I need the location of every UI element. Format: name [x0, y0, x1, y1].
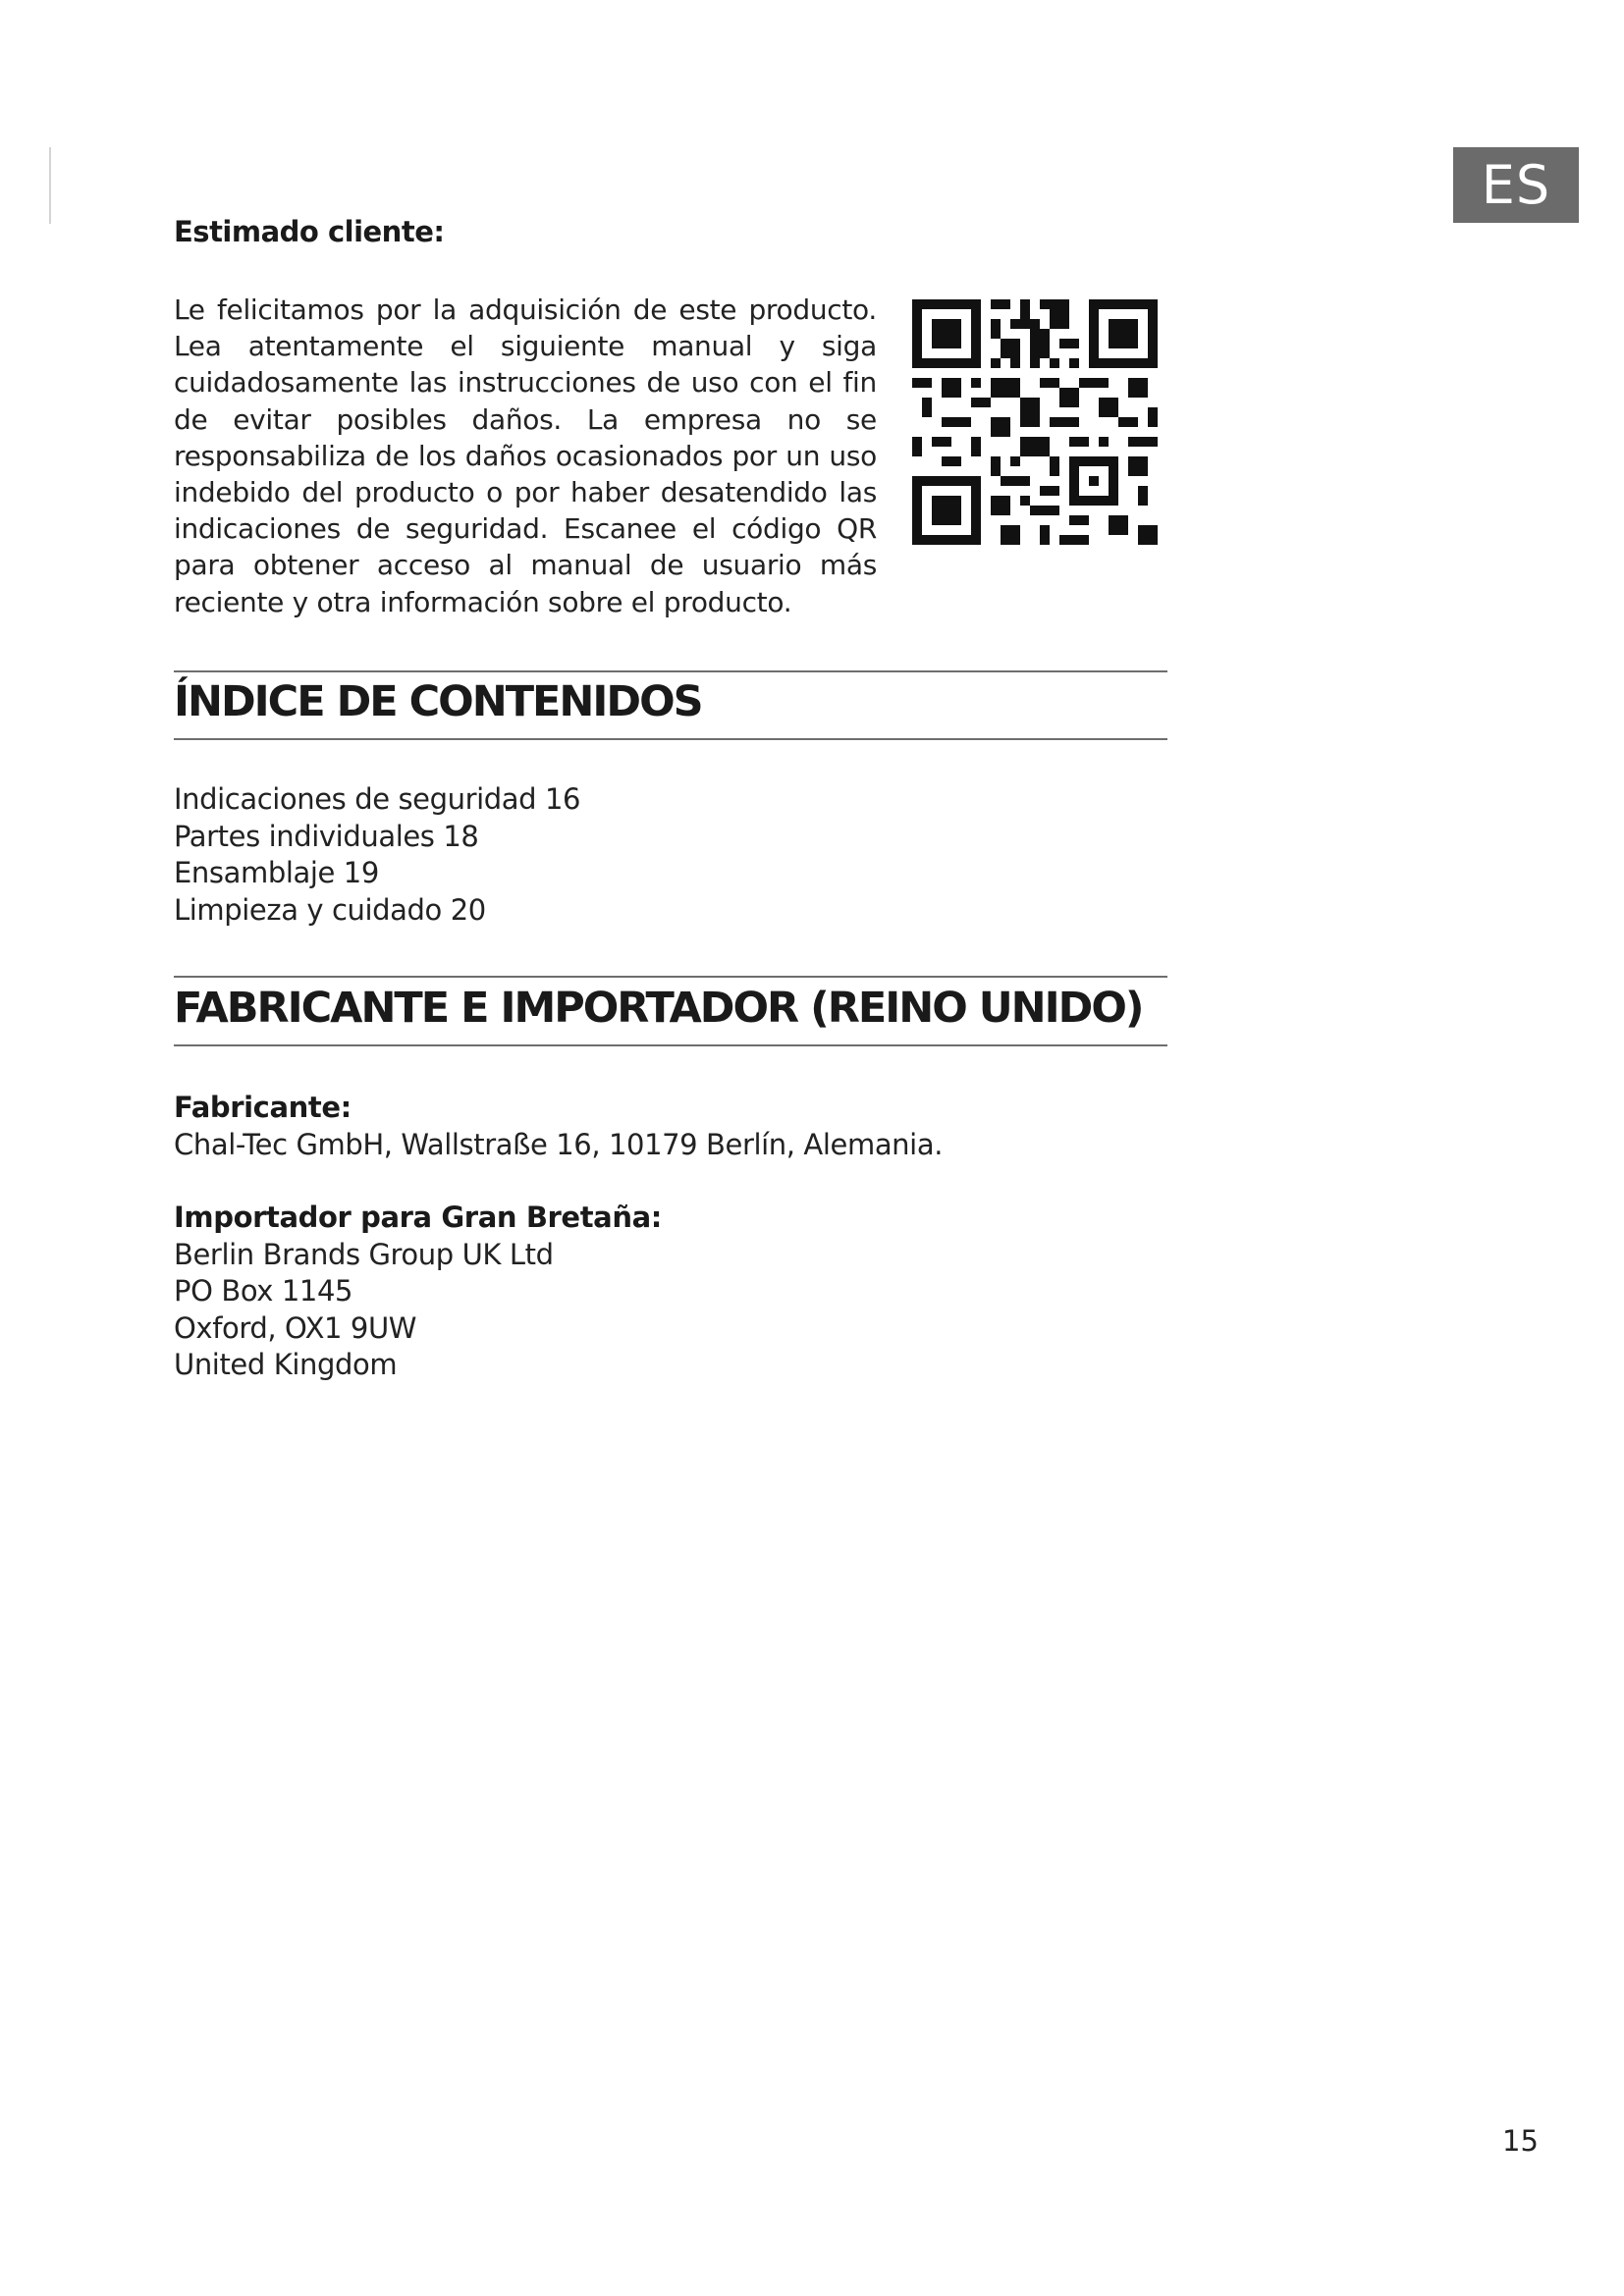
greeting-heading: Estimado cliente: — [174, 215, 445, 248]
page-number: 15 — [1502, 2124, 1539, 2158]
manufacturer-address: Chal-Tec GmbH, Wallstraße 16, 10179 Berlín, Alemania. — [174, 1127, 944, 1161]
language-tab: ES — [1453, 147, 1579, 223]
manufacturer-top-rule — [174, 976, 1167, 978]
importer-city: Oxford, OX1 9UW — [174, 1310, 417, 1345]
manufacturer-block — [174, 1090, 943, 1163]
toc-item-parts: Partes individuales 18 — [174, 819, 479, 853]
importer-po-box: PO Box 1145 — [174, 1274, 353, 1308]
qr-code — [912, 299, 1158, 545]
importer-label: Importador para Gran Bretaña: — [174, 1201, 662, 1234]
toc-top-rule — [174, 670, 1167, 672]
toc-item-safety: Indicaciones de seguridad 16 — [174, 782, 581, 816]
importer-company: Berlin Brands Group UK Ltd — [174, 1237, 554, 1271]
toc-title: ÍNDICE DE CONTENIDOS — [174, 677, 702, 726]
manufacturer-section-title: FABRICANTE E IMPORTADOR (REINO UNIDO) — [174, 984, 1143, 1033]
manufacturer-label: Fabricante: — [174, 1091, 352, 1124]
toc-list — [174, 781, 580, 929]
importer-country: United Kingdom — [174, 1348, 398, 1381]
toc-bottom-rule — [174, 738, 1167, 740]
toc-item-assembly: Ensamblaje 19 — [174, 856, 379, 889]
margin-marker — [49, 147, 51, 224]
toc-item-cleaning: Limpieza y cuidado 20 — [174, 892, 486, 927]
intro-paragraph: Le felicitamos por la adquisición de este producto. Lea atentamente el siguiente manual y siga cuidadosamente las instrucciones de uso con el fin de evitar posibles daños. La empresa no se responsabiliza de los daños ocasionados por un uso indebido del producto o por haber desatendido las indicaciones de seguridad. Escanee el código QR para obtener acceso al manual de usuario más reciente y otra información sobre el producto. — [174, 294, 877, 618]
manufacturer-bottom-rule — [174, 1044, 1167, 1046]
importer-block — [174, 1200, 662, 1384]
